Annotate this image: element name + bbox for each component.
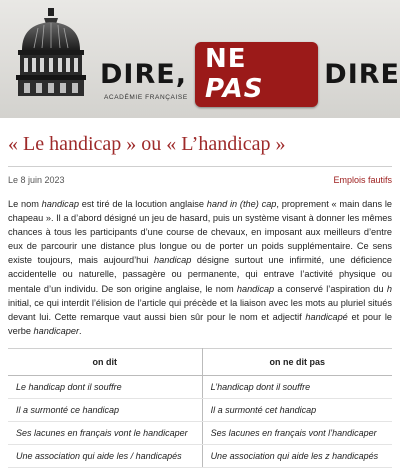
- academie-dome-icon[interactable]: [14, 6, 88, 98]
- article-container: [0, 132, 400, 468]
- table-row: [8, 421, 392, 444]
- table-cell-incorrect: Il a surmonté cet handicap: [202, 398, 392, 421]
- body-text: Le nom: [8, 199, 42, 209]
- body-text: initial, ce qui interdit l’élision de l’article qui précède et la liaison avec les mots au pluriel situés devant lui. Cette remarque vaut aussi bien sûr pour le nom et adjectif: [8, 297, 392, 322]
- body-term: handicap: [154, 255, 192, 266]
- table-cell-correct: Ses lacunes en français vont le handicaper: [8, 421, 202, 444]
- column-header-on-dit: on dit: [8, 348, 202, 375]
- article-meta: [8, 175, 392, 185]
- article-title: « Le handicap » ou « L’handicap »: [8, 133, 286, 155]
- body-term: h: [386, 283, 392, 294]
- title-dire-left: DIRE,: [100, 58, 187, 90]
- body-text: .: [79, 325, 82, 336]
- article-body: [8, 197, 392, 338]
- table-cell-incorrect: Une association qui aide les z handicapés: [202, 444, 392, 467]
- body-term: hand in (the) cap: [206, 199, 277, 209]
- divider: [8, 166, 392, 167]
- table-row: [8, 375, 392, 398]
- column-header-on-ne-dit-pas: on ne dit pas: [202, 348, 392, 375]
- body-term: handicapé: [305, 311, 348, 322]
- site-banner: [0, 0, 400, 118]
- examples-table: [8, 348, 392, 468]
- table-cell-correct: Le handicap dont il souffre: [8, 375, 202, 398]
- body-text: , proprement « main dans le chapeau ». Il a d’abord désigné un jeu de hasard, puis un système visant à donner les mêmes chances à tous les participants d’une course de chevaux, en imposant aux meilleurs d’entre eux de parcourir une distance plus longue ou de porter un poids supplémentaire. Ce sens existe toujours, mais aujourd’hui: [8, 199, 392, 266]
- title-ne: NE: [204, 43, 247, 74]
- body-text: et pour le verbe: [8, 311, 392, 336]
- body-text: est tiré de la locution anglaise: [78, 199, 207, 209]
- table-cell-incorrect: Ses lacunes en français vont l’handicaper: [202, 421, 392, 444]
- body-term: handicaper: [33, 325, 80, 336]
- site-subtitle: ACADÉMIE FRANÇAISE: [104, 94, 188, 101]
- title-dire-right: DIRE: [324, 58, 400, 90]
- category-link[interactable]: Emplois fautifs: [333, 175, 392, 185]
- table-row: [8, 398, 392, 421]
- table-cell-correct: Une association qui aide les / handicapés: [8, 444, 202, 467]
- body-term: handicap: [236, 283, 275, 294]
- table-cell-correct: Il a surmonté ce handicap: [8, 398, 202, 421]
- body-term: handicap: [41, 199, 79, 209]
- title-pas: PAS: [204, 73, 264, 104]
- body-text: désigne surtout une infirmité, une déficience accidentelle ou naturelle, passagère ou permanente, qui entrave l’activité physique ou mentale d’un individu. De son origine anglaise, le nom: [8, 255, 392, 294]
- table-row: [8, 444, 392, 467]
- table-cell-incorrect: L’handicap dont il souffre: [202, 375, 392, 398]
- article-date: Le 8 juin 2023: [8, 175, 65, 185]
- ne-pas-badge: [195, 42, 318, 107]
- body-text: a conservé l’aspiration du: [274, 283, 387, 294]
